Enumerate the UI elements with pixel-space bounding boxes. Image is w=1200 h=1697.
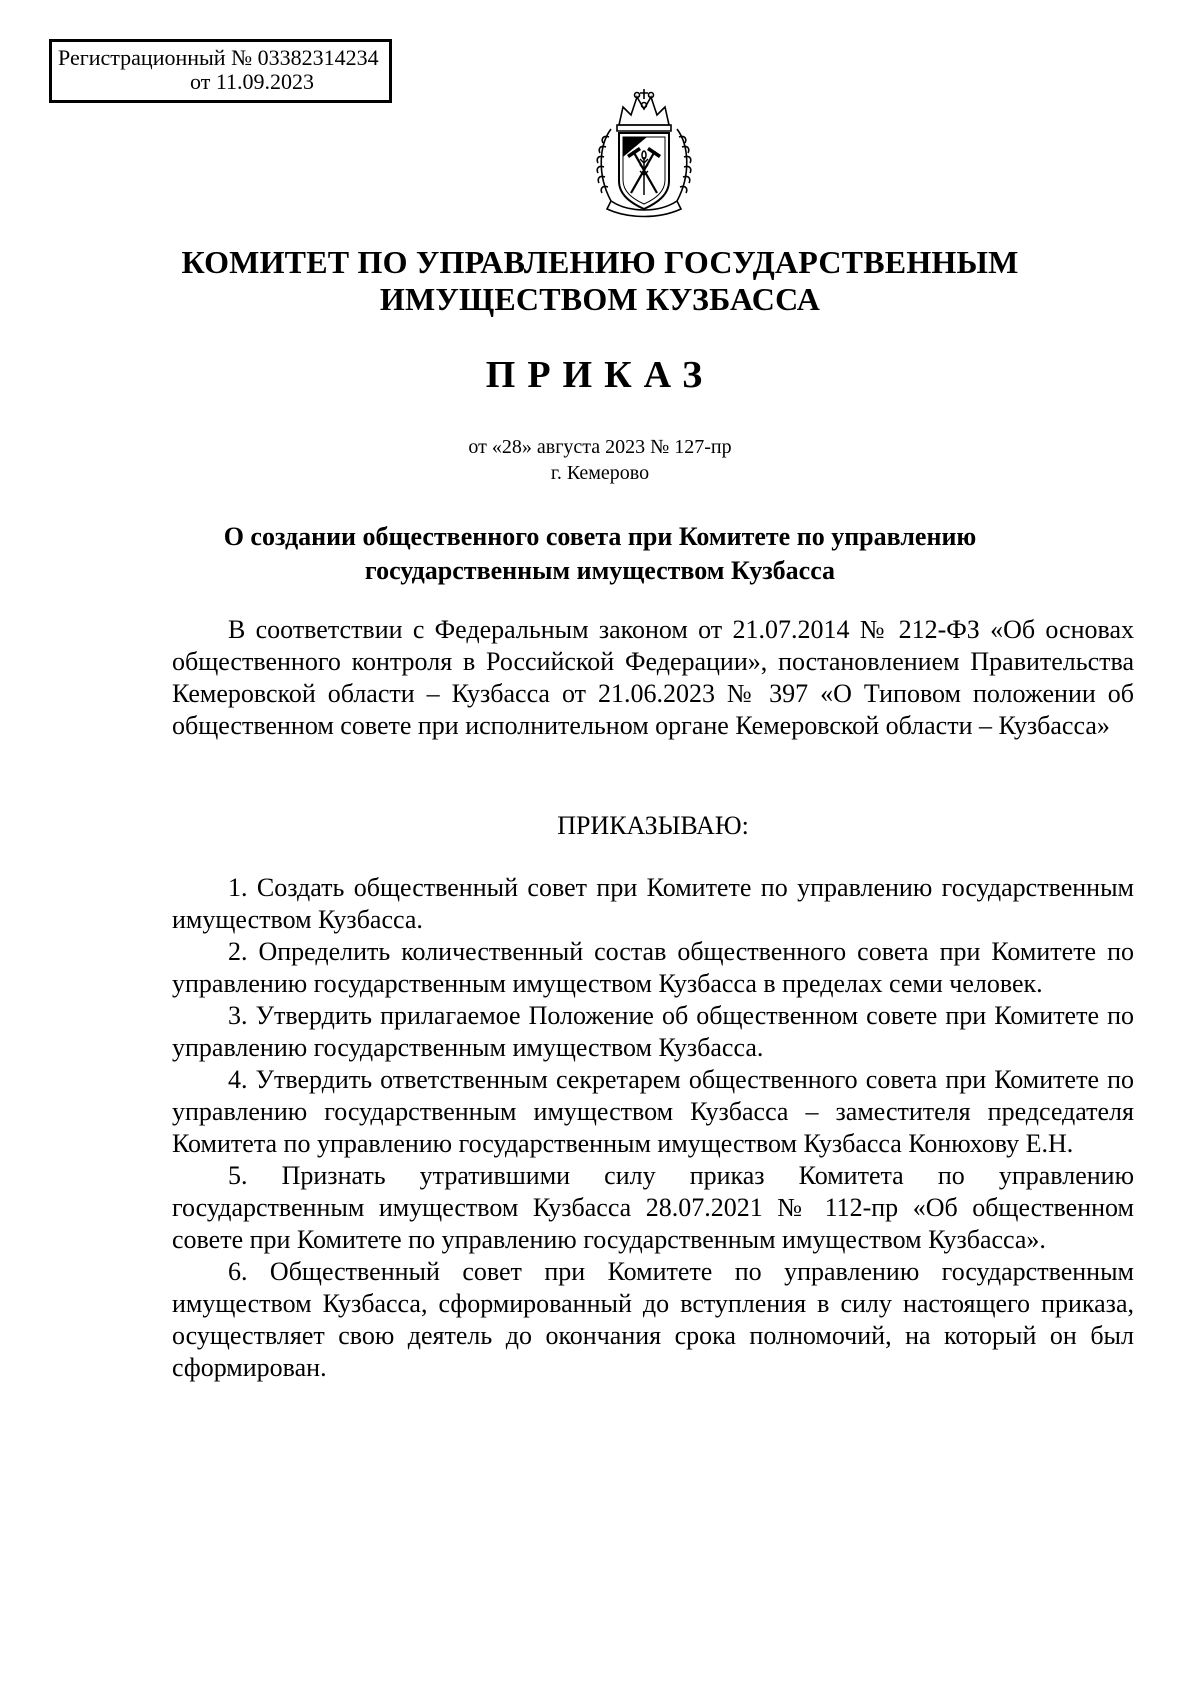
document-meta bbox=[300, 434, 900, 486]
registration-date-line bbox=[58, 70, 389, 94]
registration-number-line bbox=[58, 46, 389, 70]
order-items-list bbox=[172, 872, 1134, 1384]
document-type: ПРИКАЗ bbox=[485, 354, 715, 396]
preamble-paragraph: В соответствии с Федеральным законом от 21.07.2014 № 212-ФЗ «Об основах общественного контроля в Российской Федерации», постановлением Правительства Кемеровской области – Кузбасса от 21.06.2023 № 397 «О Типовом положении об общественном совете при исполнительном органе Кемеровской области – Кузбасса» bbox=[172, 615, 1134, 740]
order-word: ПРИКАЗЫВАЮ: bbox=[557, 811, 749, 840]
organization-title-line1: КОМИТЕТ ПО УПРАВЛЕНИЮ ГОСУДАРСТВЕННЫМ bbox=[181, 244, 1019, 280]
organization-title-line2: ИМУЩЕСТВОМ КУЗБАССА bbox=[379, 281, 821, 317]
order-item: 5. Признать утратившими силу приказ Комитета по управлению государственным имуществом Кузбасса 28.07.2021 № 112-пр «Об общественном совете при Комитете по управлению государственным имуществом Кузбасса». bbox=[172, 1161, 1134, 1254]
document-city: г. Кемерово bbox=[550, 462, 650, 484]
document-subject-line2: государственным имуществом Кузбасса bbox=[364, 556, 836, 585]
order-item: 4. Утвердить ответственным секретарем общественного совета при Комитете по управлению государственным имуществом Кузбасса – заместителя председателя Комитета по управлению государственным имуществом Кузбасса Конюхову Е.Н. bbox=[172, 1065, 1134, 1158]
registration-stamp bbox=[49, 39, 392, 103]
order-item: 1. Создать общественный совет при Комитете по управлению государственным имуществом Кузбасса. bbox=[172, 873, 1134, 934]
document-subject bbox=[170, 520, 1030, 588]
registration-number: 03382314234 bbox=[257, 45, 379, 70]
kuzbass-coat-of-arms-icon bbox=[589, 85, 699, 223]
order-item: 6. Общественный совет при Комитете по управлению государственным имуществом Кузбасса, сформированный до вступления в силу настоящего приказа, осуществляет свою деятель до окончания срока полномочий, на который он был сформирован. bbox=[172, 1257, 1134, 1382]
order-item: 3. Утвердить прилагаемое Положение об общественном совете при Комитете по управлению государственным имуществом Кузбасса. bbox=[172, 1001, 1134, 1062]
registration-number-label: Регистрационный № bbox=[58, 45, 253, 70]
registration-date: 11.09.2023 bbox=[215, 69, 315, 94]
organization-title bbox=[150, 244, 1050, 318]
order-item: 2. Определить количественный состав общественного совета при Комитете по управлению государственным имуществом Кузбасса в пределах семи человек. bbox=[172, 937, 1134, 998]
document-date-number: от «28» августа 2023 № 127-пр bbox=[468, 436, 732, 458]
registration-date-prefix: от bbox=[190, 69, 211, 94]
document-subject-line1: О создании общественного совета при Комитете по управлению bbox=[223, 522, 977, 551]
